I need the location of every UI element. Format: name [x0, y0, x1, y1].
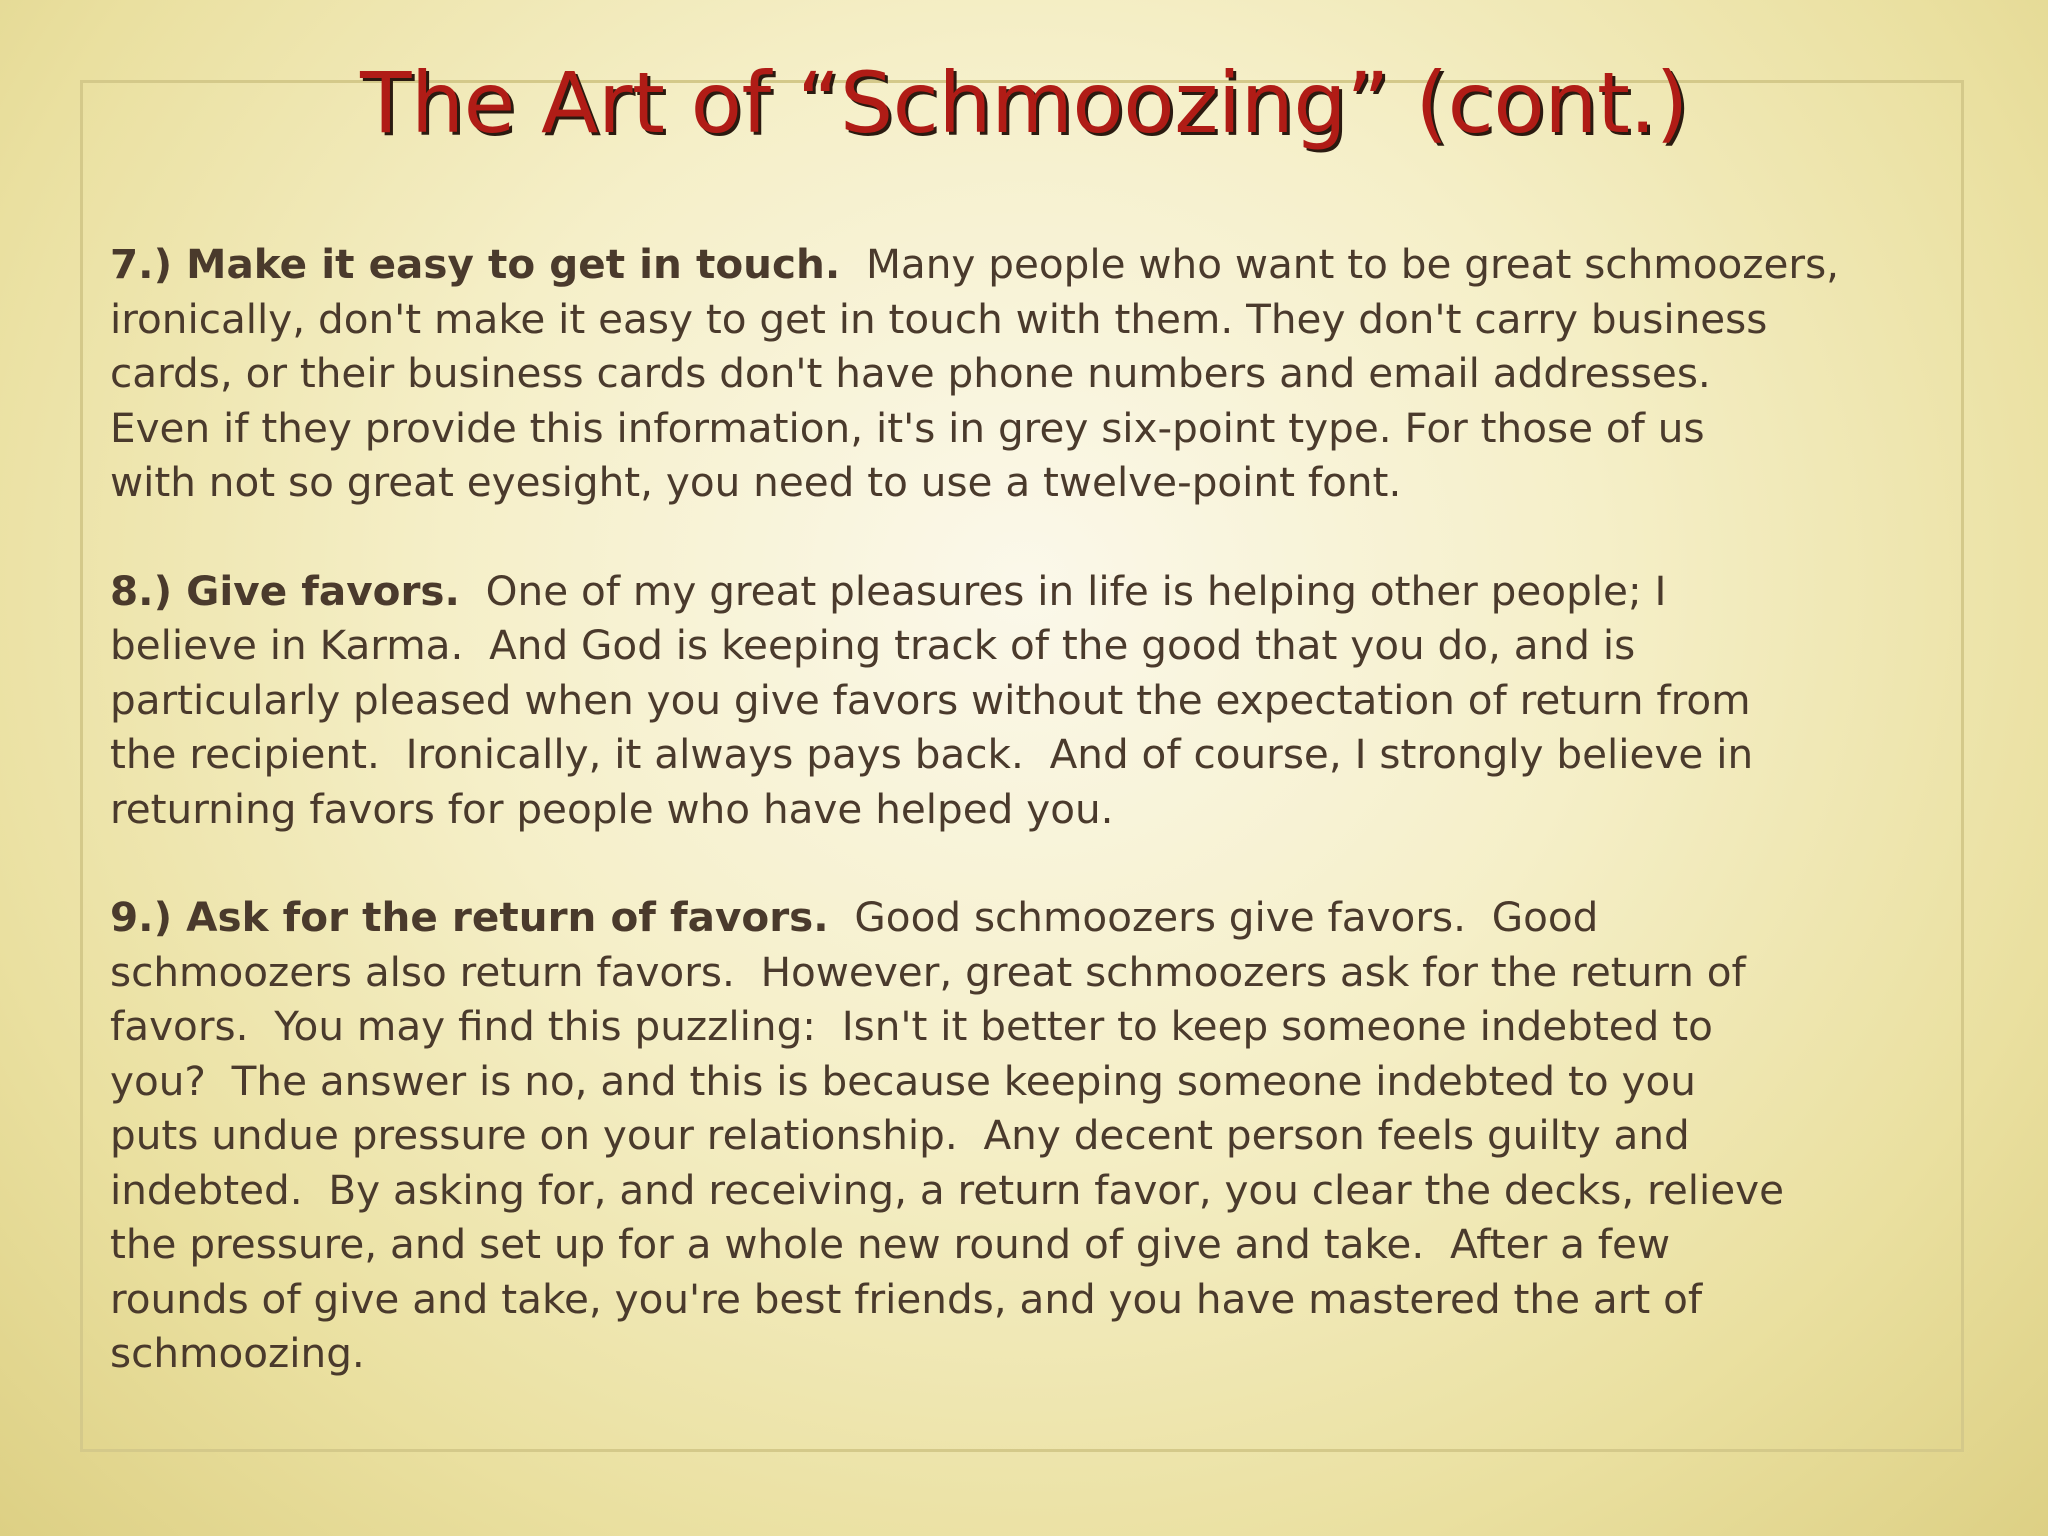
point-line: rounds of give and take, you're best friends, and you have mastered the art of: [110, 1274, 1703, 1323]
point-first-line: [110, 890, 1930, 945]
point-line: ironically, don't make it easy to get in touch with them. They don't carry business: [110, 294, 1768, 343]
point-7: [110, 237, 1930, 510]
point-line: favors. You may find this puzzling: Isn't it better to keep someone indebted to: [110, 1002, 1713, 1050]
point-heading: 9.) Ask for the return of favors.: [110, 893, 829, 941]
point-line: returning favors for people who have helped you.: [110, 784, 1114, 833]
point-first-line: [110, 237, 1930, 292]
point-line: with not so great eyesight, you need to use a twelve-point font.: [110, 458, 1402, 506]
point-9: [110, 890, 1930, 1381]
point-text: Many people who want to be great schmoozers,: [840, 240, 1840, 288]
point-8: [110, 564, 1930, 837]
point-line: the pressure, and set up for a whole new round of give and take. After a few: [110, 1220, 1671, 1268]
point-line: cards, or their business cards don't have phone numbers and email addresses.: [110, 349, 1711, 397]
slide-body: [110, 237, 1930, 1435]
point-first-line: [110, 564, 1930, 619]
point-line: Even if they provide this information, it's in grey six-point type. For those of us: [110, 403, 1705, 452]
point-line: indebted. By asking for, and receiving, a return favor, you clear the decks, relieve: [110, 1165, 1785, 1214]
point-line: schmoozers also return favors. However, great schmoozers ask for the return of: [110, 947, 1746, 996]
point-text: Good schmoozers give favors. Good: [828, 893, 1599, 941]
point-line: particularly pleased when you give favors without the expectation of return from: [110, 675, 1751, 724]
point-line: believe in Karma. And God is keeping track of the good that you do, and is: [110, 621, 1636, 669]
point-line: the recipient. Ironically, it always pays back. And of course, I strongly believe in: [110, 730, 1754, 778]
point-line: you? The answer is no, and this is because keeping someone indebted to you: [110, 1056, 1696, 1105]
point-heading: 7.) Make it easy to get in touch.: [110, 240, 841, 288]
point-text: One of my great pleasures in life is helping other people; I: [459, 566, 1667, 615]
point-line: schmoozing.: [110, 1329, 365, 1377]
point-heading: 8.) Give favors.: [110, 566, 460, 615]
slide-title: The Art of “Schmoozing” (cont.): [360, 54, 1688, 152]
point-line: puts undue pressure on your relationship. Any decent person feels guilty and: [110, 1111, 1690, 1159]
